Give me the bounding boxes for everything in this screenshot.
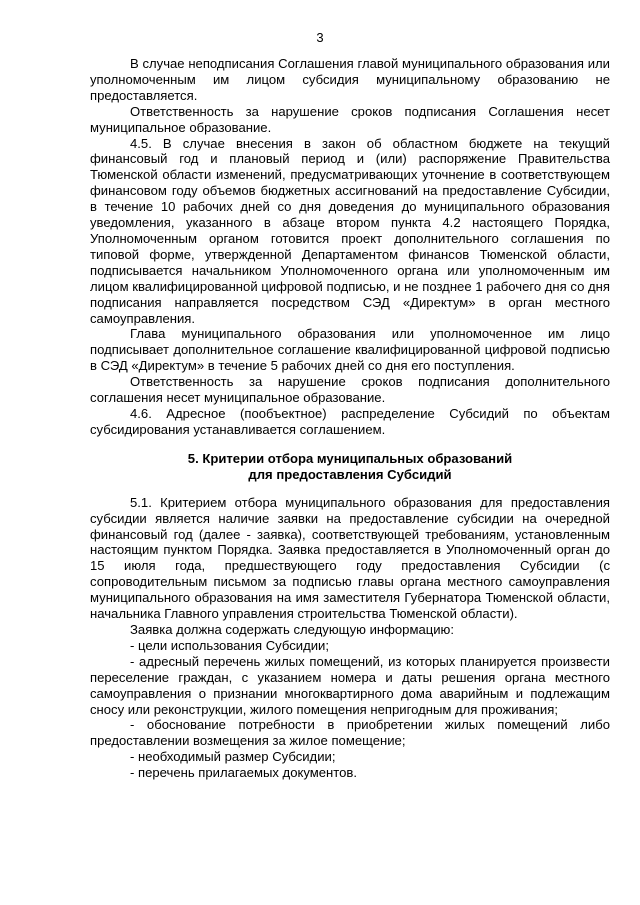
section-heading-line-1: 5. Критерии отбора муниципальных образований bbox=[187, 450, 513, 466]
paragraph-supplement-responsibility: Ответственность за нарушение сроков подписания дополнительного соглашения несет муниципальное образование. bbox=[90, 374, 610, 406]
section-heading-line-2: для предоставления Субсидий bbox=[248, 466, 452, 482]
list-item-subsidy-amount: - необходимый размер Субсидии; bbox=[130, 749, 336, 765]
list-item-subsidy-purpose: - цели использования Субсидии; bbox=[130, 637, 329, 653]
paragraph-signing-responsibility: Ответственность за нарушение сроков подписания Соглашения несет муниципальное образование. bbox=[90, 103, 610, 135]
list-item-attached-documents: - перечень прилагаемых документов. bbox=[130, 765, 357, 781]
paragraph-clause-4-5: 4.5. В случае внесения в закон об областном бюджете на текущий финансовый год и плановый период и (или) распоряжение Правительства Тюменской области изменений, предусматривающих уточнение в соответствующем финансовом году объемов бюджетных ассигнований на предоставление Субсидии, в течение 10 рабочих дней со дня доведения до муниципального образования уведомления, указанного в абзаце втором пункта 4.2 настоящего Порядка, Уполномоченным органом готовится проект дополнительного соглашения по типовой форме, утвержденной Департаментом финансов Тюменской области, подписывается начальником Уполномоченного органа или уполномоченным им лицом квалифицированной цифровой подписью, и не позднее 1 рабочего дня со дня подписания направляется посредством СЭД «Директум» в орган местного самоуправления. bbox=[90, 135, 610, 326]
paragraph-head-signs-supplement: Глава муниципального образования или уполномоченное им лицо подписывает дополнительное соглашение квалифицированной цифровой подписью в СЭД «Директум» в течение 5 рабочих дней со дня его поступления. bbox=[90, 326, 610, 374]
section-heading bbox=[90, 451, 610, 483]
paragraph-unsigned-agreement: В случае неподписания Соглашения главой муниципального образования или уполномоченным им лицом субсидия муниципальному образованию не предоставляется. bbox=[90, 56, 610, 103]
paragraph-clause-5-1: 5.1. Критерием отбора муниципального образования для предоставления субсидии является наличие заявки на предоставление субсидии на очередной финансовый год (далее - заявка), соответствующей требованиям, установленным настоящим пунктом Порядка. Заявка предоставляется в Уполномоченный орган до 15 июля года, предшествующего году предоставления Субсидии (с сопроводительным письмом за подписью главы органа местного самоуправления муниципального образования на имя заместителя Губернатора Тюменской области, начальника Главного управления строительства Тюменской области). bbox=[90, 494, 610, 622]
page-number: 3 bbox=[316, 30, 324, 45]
paragraph-clause-4-6: 4.6. Адресное (пообъектное) распределение Субсидий по объектам субсидирования устанавливается соглашением. bbox=[90, 405, 610, 437]
paragraph-application-contents: Заявка должна содержать следующую информацию: bbox=[130, 622, 455, 637]
document-body bbox=[90, 56, 610, 781]
list-item-address-list: - адресный перечень жилых помещений, из которых планируется произвести переселение граждан, с указанием номера и даты решения органа местного самоуправления о признании многоквартирного дома аварийным и подлежащим сносу или реконструкции, жилого помещения непригодным для проживания; bbox=[90, 653, 610, 717]
list-item-justification: - обоснование потребности в приобретении жилых помещений либо предоставлении возмещения за жилое помещение; bbox=[90, 717, 610, 749]
